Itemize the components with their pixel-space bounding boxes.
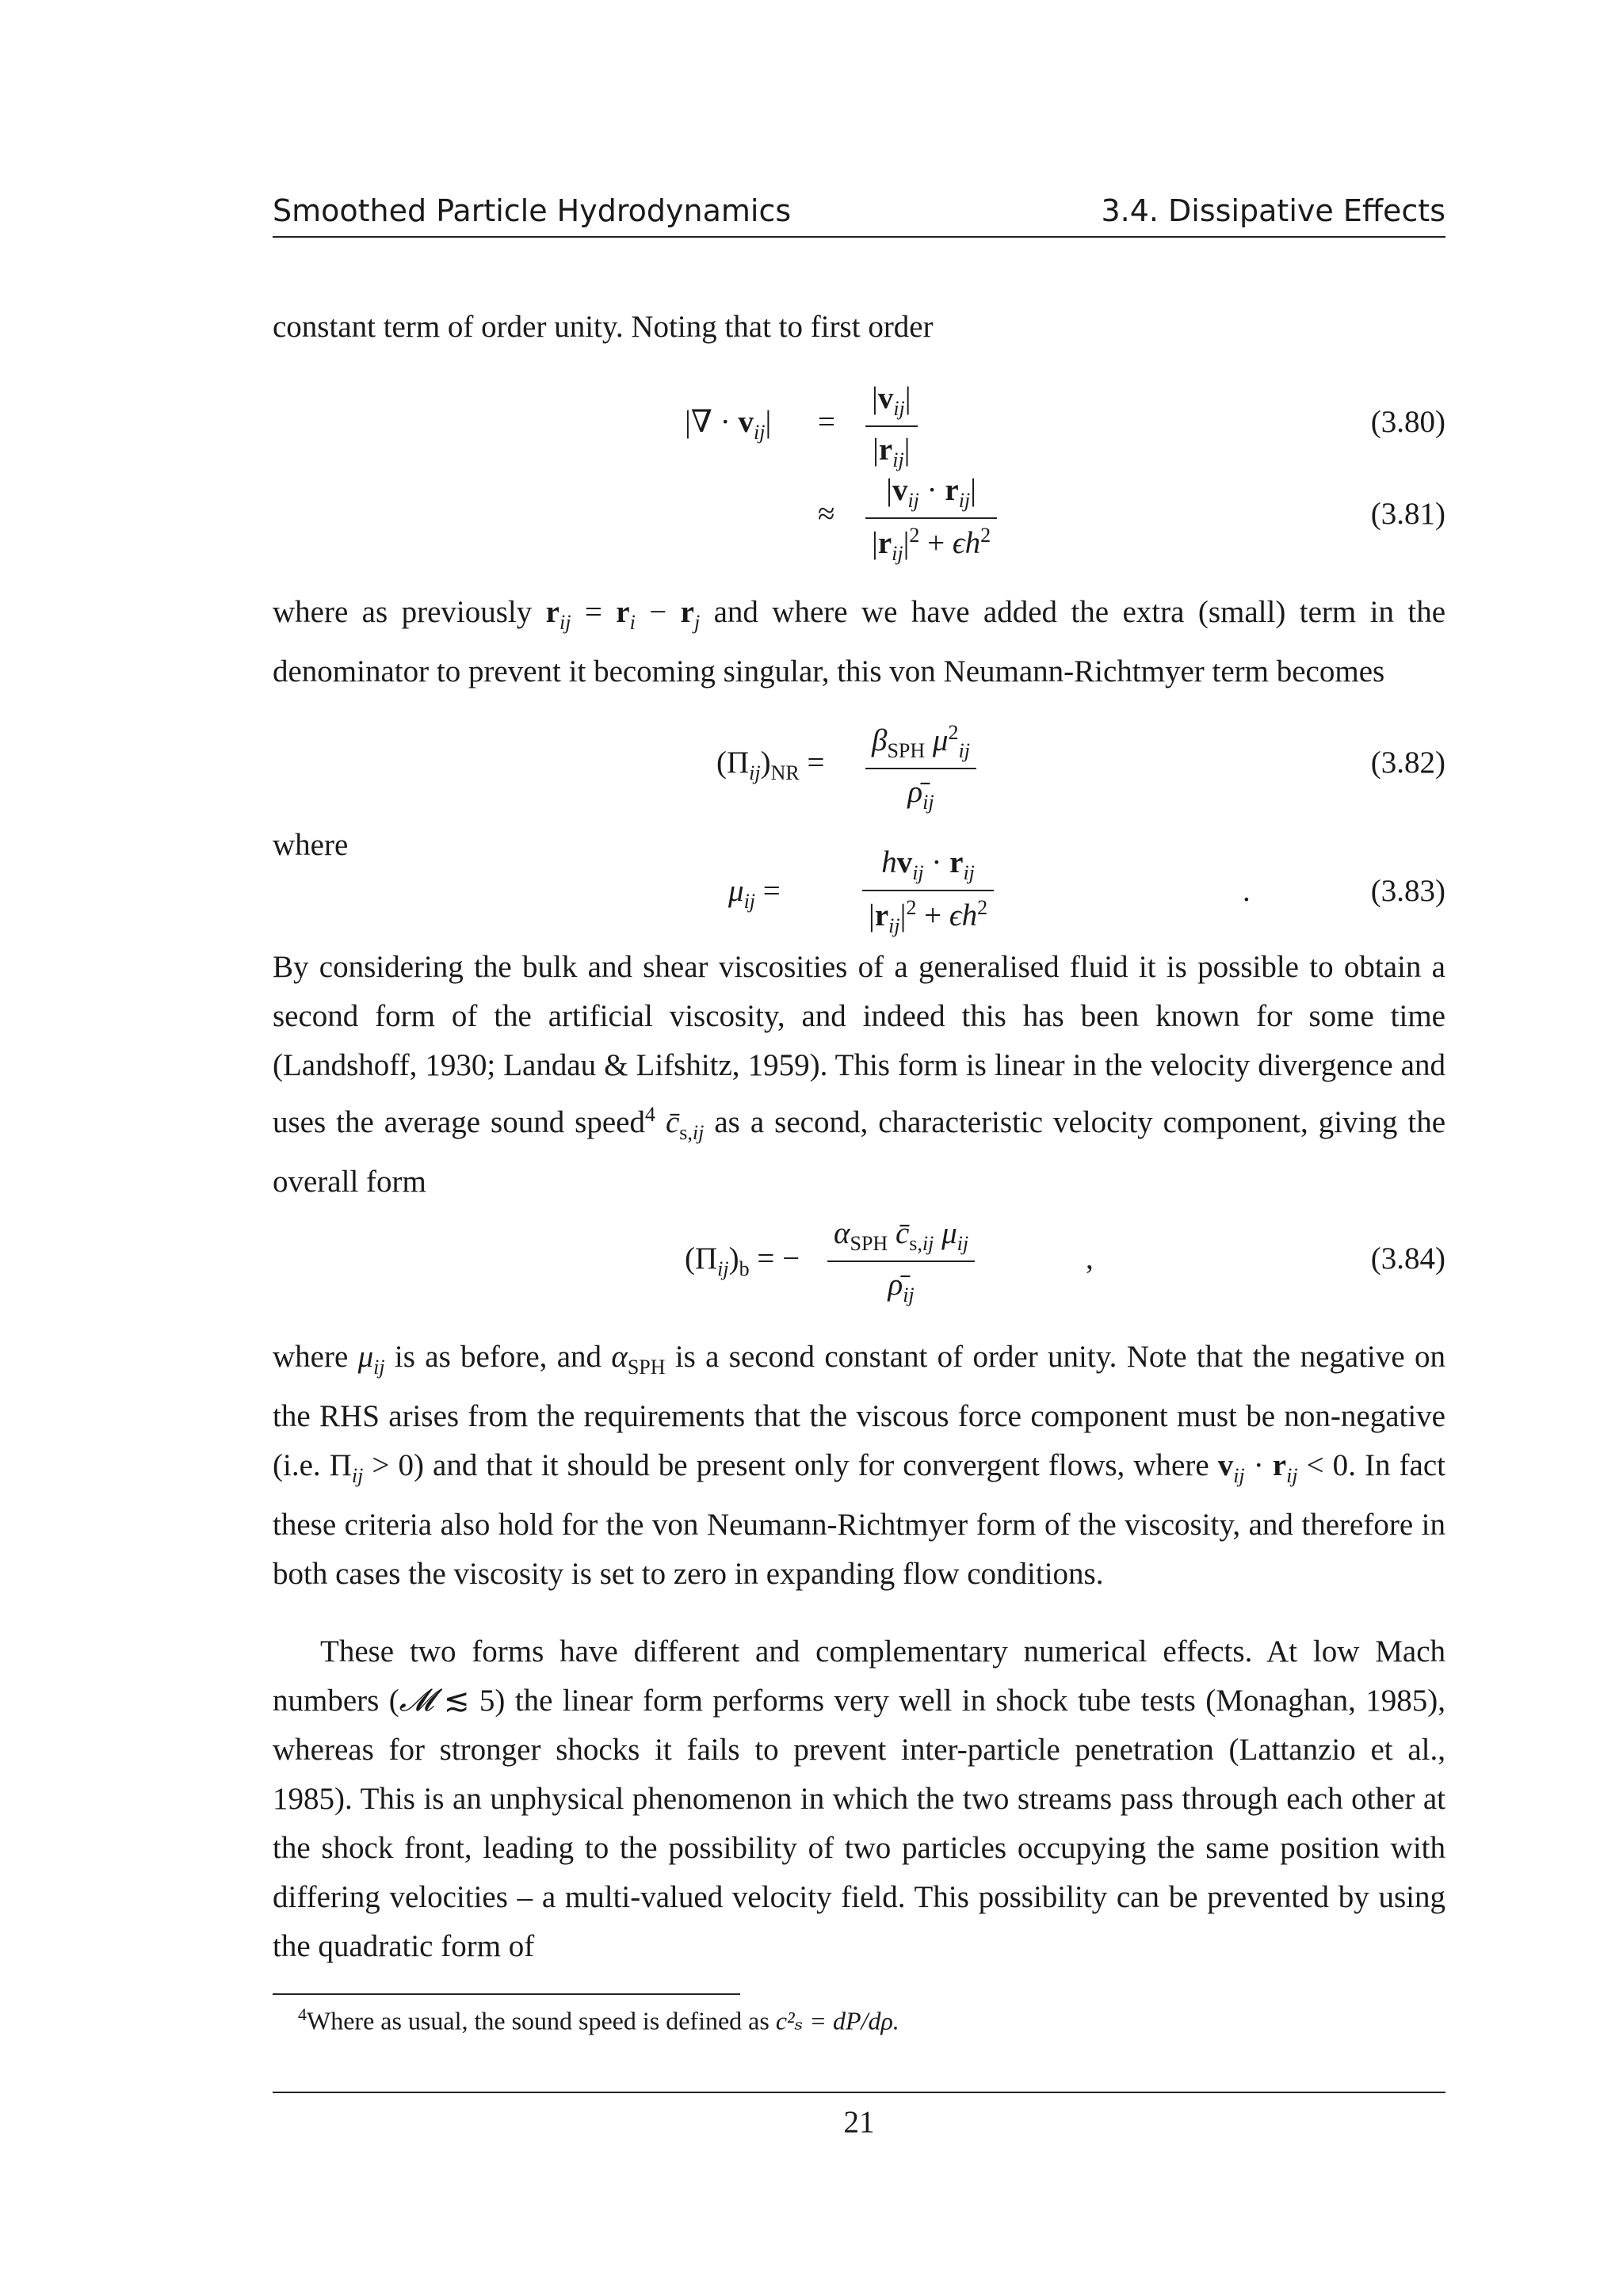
header-title: Smoothed Particle Hydrodynamics [273, 193, 792, 228]
eq83-fraction: $hv_{ij} \cdot r_{ij}$ $|r_{ij}|^2 + \epsilon h^2$ [862, 845, 994, 938]
page-number: 21 [843, 2105, 875, 2139]
equation-3-80 [273, 380, 1445, 475]
eq82-lhs: $(\Pi_{ij})_{NR}$ = [716, 746, 825, 784]
eq80-equals: = [818, 405, 835, 439]
eq80-number: (3.80) [1370, 405, 1445, 439]
running-header [273, 190, 1445, 238]
paragraph-bulk-viscosity: By considering the bulk and shear viscosities of a generalised fluid it is possible to obtain a second form of the artificial viscosity, and indeed this has been known for some time (Landshoff, 1930; Landau & Lifshitz, 1959). This form is linear in the velocity divergence and uses the average sound speed$^4$ $c̄_{s,ij}$ as a second, characteristic velocity component, giving the overall form [273, 950, 1445, 1199]
paragraph-where: where [273, 828, 349, 862]
header-section: 3.4. Dissipative Effects [1101, 193, 1445, 228]
equation-3-83: $\mu_{ij}$ = $hv_{ij} \cdot r_{ij}$ $|r_{ij}|^2 + \epsilon h^2$ . (3.83) [728, 845, 1445, 937]
eq82-fraction: $\beta_{SPH}$ $\mu^2_{ij}$ $\rhō_{ij}$ [865, 721, 976, 814]
eq81-approx: ≈ [818, 497, 835, 531]
paragraph-intro: constant term of order unity. Noting that to first order [273, 310, 934, 344]
eq81-number: (3.81) [1370, 497, 1445, 531]
footnote: $^4$Where as usual, the sound speed is defined as c²ₛ = dP/dρ. [298, 2004, 899, 2035]
paragraph-conditions: where $\mu_{ij}$ is as before, and $\alpha_{SPH}$ is a second constant of order unity. Note that the negative on the RHS arises from the requirements that the viscous force component must be non-negative (i.e. $\Pi_{ij} > 0$) and that it should be present only for convergent flows, where $v_{ij} \cdot r_{ij} < 0$. In fact these criteria also hold for the von Neumann-Richtmyer form of the viscosity, and therefore in both cases the viscosity is set to zero in expanding flow conditions. [273, 1340, 1446, 1591]
eq81-fraction: $|v_{ij} \cdot r_{ij}|$ $|r_{ij}|^2 + \epsilon h^2$ [865, 472, 997, 566]
paragraph-two-forms: These two forms have different and complementary numerical effects. At low Mach numbers (𝓜 ≲ 5) the linear form performs very well in shock tube tests (Monaghan, 1985), whereas for stronger shocks it fails to prevent inter-particle penetration (Lattanzio et al., 1985). This is an unphysical phenomenon in which the two streams pass through each other at the shock front, leading to the possibility of two particles occupying the same position with differing velocities – a multi-valued velocity field. This possibility can be prevented by using the quadratic form of [273, 1634, 1445, 1963]
equation-3-82 [273, 721, 1445, 816]
eq82-number: (3.82) [1370, 746, 1445, 780]
paragraph-neumann: where as previously $r_{ij} = r_i - r_j$ and where we have added the extra (small) term in the denominator to prevent it becoming singular, this von Neumann-Richtmyer term becomes [273, 595, 1446, 688]
eq84-fraction: $\alpha_{SPH}$ $c̄_{s,ij}$ $\mu_{ij}$ $\rhō_{ij}$ [827, 1215, 975, 1307]
footnote-rule [273, 1993, 740, 1995]
eq84-lhs: $(\Pi_{ij})_b$ = − [685, 1241, 800, 1280]
eq83-lhs: $\mu_{ij}$ = [728, 874, 781, 913]
footer-rule [273, 2092, 1445, 2093]
eq80-fraction: $|v_{ij}|$ $|r_{ij}|$ [865, 380, 918, 472]
eq83-number: (3.83) [1370, 874, 1445, 908]
equation-3-84: $(\Pi_{ij})_b$ = − $\alpha_{SPH}$ $c̄_{s,ij}$ $\mu_{ij}$ $\rhō_{ij}$ , (3.84) [685, 1216, 1445, 1306]
eq80-lhs: |∇ · $v_{ij}|$ [685, 405, 772, 444]
equation-3-81 [273, 472, 1445, 567]
eq84-number: (3.84) [1370, 1241, 1445, 1276]
